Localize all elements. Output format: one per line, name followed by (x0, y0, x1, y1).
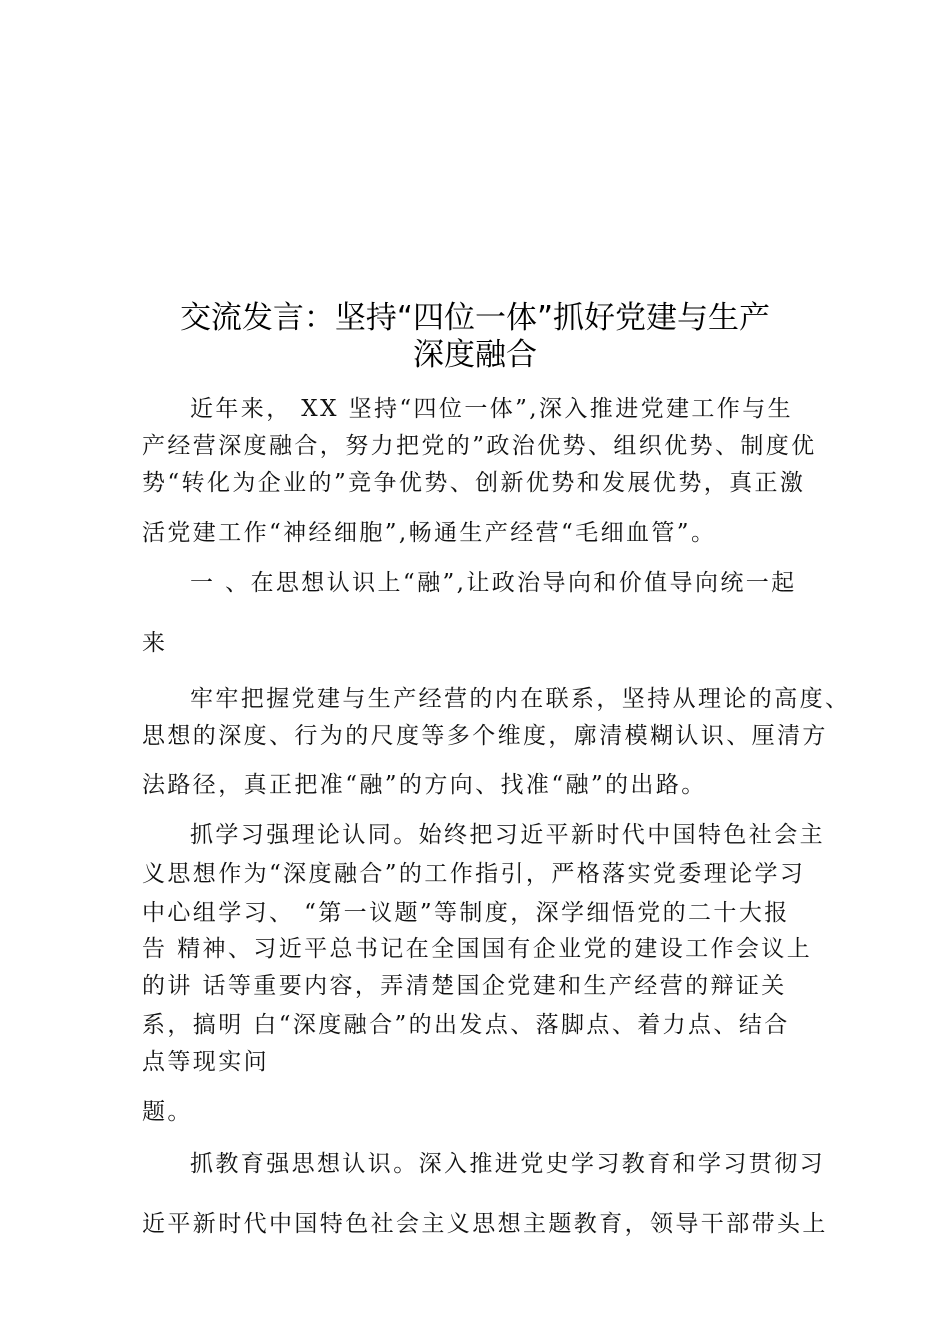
document-title-line-1: 交流发言：坚持“四位一体”抓好党建与生产 (179, 300, 771, 336)
paragraph-line: 中心组学习、 “第一议题”等制度，深学细悟党的二十大报 (142, 900, 790, 926)
paragraph-line: 义思想作为“深度融合”的工作指引，严格落实党委理论学习 (142, 861, 806, 887)
paragraph-line: 题。 (142, 1099, 193, 1125)
paragraph-line: 牢牢把握党建与生产经营的内在联系，坚持从理论的高度、 (190, 686, 851, 712)
paragraph-line: 势“转化为企业的”竞争优势、创新优势和发展优势，真正激 (142, 470, 806, 496)
paragraph-line: 点等现实问 (142, 1049, 269, 1075)
paragraph-line: 系，搞明 白“深度融合”的出发点、落脚点、着力点、结合 (142, 1012, 790, 1038)
paragraph-line: 抓教育强思想认识。深入推进党史学习教育和学习贯彻习 (190, 1151, 825, 1177)
paragraph-line: 产经营深度融合，努力把党的”政治优势、组织优势、制度优 (142, 433, 817, 459)
section-heading-line: 一 、在思想认识上“融”,让政治导向和价值导向统一起 (190, 570, 797, 596)
paragraph-line: 近平新时代中国特色社会主义思想主题教育，领导干部带头上 (142, 1211, 828, 1237)
paragraph-line: 思想的深度、行为的尺度等多个维度，廓清模糊认识、厘清方 (142, 723, 828, 749)
document-title-line-2: 深度融合 (413, 337, 537, 373)
paragraph-line: 活党建工作“神经细胞”,畅通生产经营“毛细血管”。 (142, 520, 717, 546)
paragraph-line: 抓学习强理论认同。始终把习近平新时代中国特色社会主 (190, 822, 825, 848)
paragraph-line: 的讲 话等重要内容，弄清楚国企党建和生产经营的辩证关 (142, 973, 787, 999)
section-heading-line: 来 (142, 630, 168, 656)
paragraph-line: 法路径，真正把准“融”的方向、找准“融”的出路。 (142, 772, 707, 798)
paragraph-line: 告 精神、习近平总书记在全国国有企业党的建设工作会议上 (142, 936, 813, 962)
paragraph-line: 近年来， XX 坚持“四位一体”,深入推进党建工作与生 (190, 396, 793, 422)
